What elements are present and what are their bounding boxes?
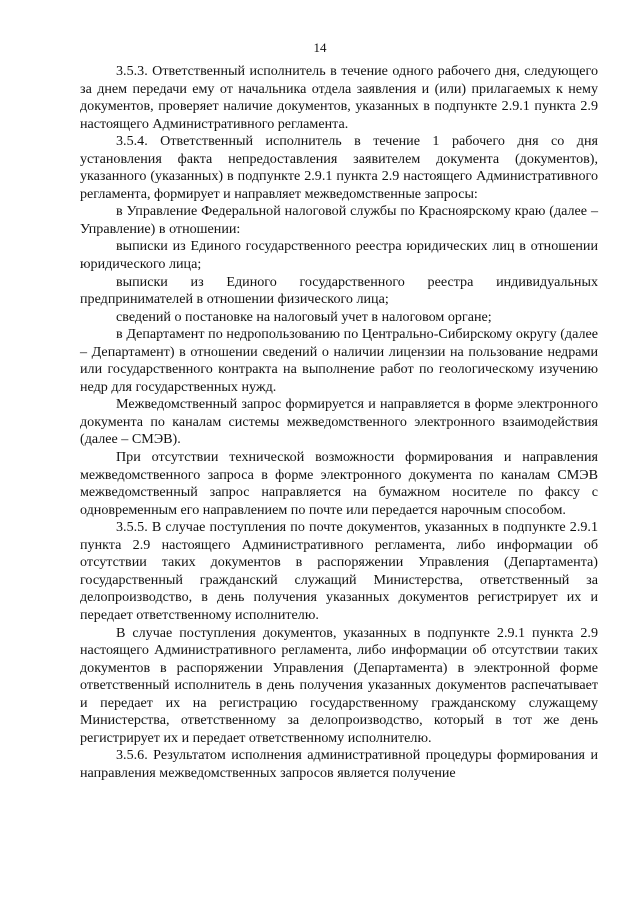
paragraph-electronic-request: Межведомственный запрос формируется и направляется в форме электронного документа по каналам системы межведомственного электронного взаимодействия (далее – СМЭВ).	[80, 396, 598, 448]
paragraph-tax-registration: сведений о постановке на налоговый учет в налоговом органе;	[116, 308, 492, 325]
page-number: 14	[313, 40, 327, 55]
paragraph-electronic-receipt: В случае поступления документов, указанных в подпункте 2.9.1 пункта 2.9 настоящего Административного регламента, либо информации об отсутствии таких документов в распоряжении Управления (Департамента) в электронной форме ответственный исполнитель в день получения указанных документов распечатывает и передает их на регистрацию государственному гражданскому служащему Министерства, ответственному за делопроизводство, который в тот же день регистрирует их и передает ответственному исполнителю.	[80, 624, 598, 746]
paragraph-tax-service-request: в Управление Федеральной налоговой службы по Красноярскому краю (далее – Управление) в отношении:	[80, 203, 598, 237]
document-text	[80, 63, 598, 782]
paragraph-legal-entities-extract: выписки из Единого государственного реестра юридических лиц в отношении юридического лица;	[80, 238, 598, 273]
paragraph-paper-request: При отсутствии технической возможности формирования и направления межведомственного запроса в форме электронного документа по каналам СМЭВ межведомственный запрос направляется на бумажном носителе по факсу с одновременным его направлением по почте или передается нарочным способом.	[80, 449, 598, 518]
paragraph-3-5-4: 3.5.4. Ответственный исполнитель в течение 1 рабочего дня со дня установления факта непредоставления заявителем документа (документов), указанного (указанных) в подпункте 2.9.1 пункта 2.9 настоящего Административного регламента, формирует и направляет межведомственные запросы:	[80, 133, 598, 202]
paragraph-3-5-5: 3.5.5. В случае поступления по почте документов, указанных в подпункте 2.9.1 пункта 2.9 настоящего Административного регламента, либо информации об отсутствии таких документов в распоряжении Управления (Департамента) государственный гражданский служащий Министерства, ответственный за делопроизводство, в день получения указанных документов регистрирует их и передает ответственному исполнителю.	[80, 519, 598, 623]
paragraph-entrepreneurs-extract: выписки из Единого государственного реестра индивидуальных предпринимателей в отношении физического лица;	[80, 273, 598, 308]
paragraph-3-5-3: 3.5.3. Ответственный исполнитель в течение одного рабочего дня, следующего за днем передачи ему от начальника отдела заявления и (или) прилагаемых к нему документов, проверяет наличие документов, указанных в подпункте 2.9.1 пункта 2.9 настоящего Административного регламента.	[80, 63, 598, 132]
paragraph-3-5-6: 3.5.6. Результатом исполнения административной процедуры формирования и направления межведомственных запросов является получение	[80, 747, 598, 781]
paragraph-subsoil-department-request: в Департамент по недропользованию по Центрально-Сибирскому округу (далее – Департамент) в отношении сведений о наличии лицензии на пользование недрами или государственного контракта на выполнение работ по геологическому изучению недр для государственных нужд.	[80, 326, 598, 395]
